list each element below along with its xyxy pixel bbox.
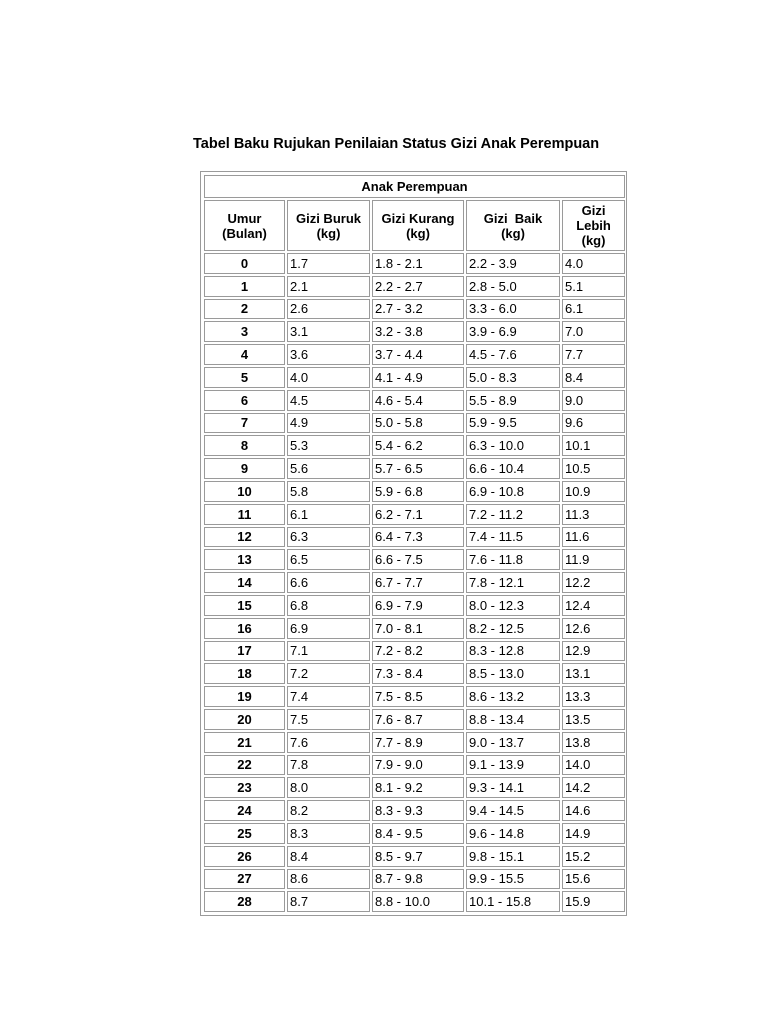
gizi-baik-cell: 9.3 - 14.1: [466, 777, 560, 798]
gizi-baik-cell: 9.1 - 13.9: [466, 755, 560, 776]
gizi-kurang-cell: 4.1 - 4.9: [372, 367, 464, 388]
age-cell: 7: [204, 413, 285, 434]
age-cell: 25: [204, 823, 285, 844]
gizi-baik-cell: 7.8 - 12.1: [466, 572, 560, 593]
gizi-baik-cell: 6.9 - 10.8: [466, 481, 560, 502]
gizi-buruk-cell: 7.1: [287, 641, 370, 662]
gizi-lebih-cell: 15.2: [562, 846, 625, 867]
table-row: [204, 549, 625, 570]
gizi-buruk-cell: 8.6: [287, 869, 370, 890]
table-row: [204, 869, 625, 890]
gizi-kurang-cell: 7.3 - 8.4: [372, 663, 464, 684]
gizi-baik-cell: 9.4 - 14.5: [466, 800, 560, 821]
gizi-buruk-cell: 6.5: [287, 549, 370, 570]
gizi-kurang-cell: 7.9 - 9.0: [372, 755, 464, 776]
gizi-lebih-cell: 11.3: [562, 504, 625, 525]
group-header-row: [204, 175, 625, 198]
column-header-line: (kg): [316, 225, 341, 241]
gizi-kurang-cell: 6.9 - 7.9: [372, 595, 464, 616]
column-header-row: [204, 200, 625, 251]
table-row: [204, 891, 625, 912]
gizi-buruk-cell: 6.6: [287, 572, 370, 593]
age-cell: 16: [204, 618, 285, 639]
gizi-buruk-cell: 4.0: [287, 367, 370, 388]
table-row: [204, 367, 625, 388]
gizi-lebih-cell: 14.2: [562, 777, 625, 798]
gizi-lebih-cell: 12.9: [562, 641, 625, 662]
gizi-lebih-cell: 9.0: [562, 390, 625, 411]
gizi-buruk-cell: 6.9: [287, 618, 370, 639]
gizi-lebih-cell: 10.5: [562, 458, 625, 479]
gizi-kurang-cell: 7.7 - 8.9: [372, 732, 464, 753]
age-cell: 4: [204, 344, 285, 365]
reference-table-frame: [200, 171, 627, 916]
gizi-baik-cell: 8.2 - 12.5: [466, 618, 560, 639]
age-cell: 3: [204, 321, 285, 342]
gizi-baik-cell: 9.6 - 14.8: [466, 823, 560, 844]
age-cell: 14: [204, 572, 285, 593]
age-cell: 12: [204, 527, 285, 548]
age-cell: 6: [204, 390, 285, 411]
gizi-baik-cell: 9.9 - 15.5: [466, 869, 560, 890]
gizi-buruk-cell: 6.3: [287, 527, 370, 548]
gizi-lebih-cell: 4.0: [562, 253, 625, 274]
column-header-umur: [204, 200, 285, 251]
reference-table: [202, 173, 627, 914]
gizi-kurang-cell: 2.7 - 3.2: [372, 299, 464, 320]
column-header-line: (kg): [406, 225, 430, 241]
gizi-lebih-cell: 13.5: [562, 709, 625, 730]
age-cell: 26: [204, 846, 285, 867]
gizi-baik-cell: 7.2 - 11.2: [466, 504, 560, 525]
gizi-lebih-cell: 5.1: [562, 276, 625, 297]
gizi-buruk-cell: 6.8: [287, 595, 370, 616]
gizi-lebih-cell: 11.9: [562, 549, 625, 570]
age-cell: 1: [204, 276, 285, 297]
age-cell: 21: [204, 732, 285, 753]
gizi-lebih-cell: 7.7: [562, 344, 625, 365]
column-header-line: Gizi Kurang: [381, 210, 455, 226]
gizi-baik-cell: 8.0 - 12.3: [466, 595, 560, 616]
table-row: [204, 321, 625, 342]
age-cell: 19: [204, 686, 285, 707]
gizi-baik-cell: 9.8 - 15.1: [466, 846, 560, 867]
column-header-gizi-lebih: [562, 200, 625, 251]
gizi-baik-cell: 5.5 - 8.9: [466, 390, 560, 411]
gizi-baik-cell: 9.0 - 13.7: [466, 732, 560, 753]
table-body: [204, 253, 625, 912]
age-cell: 28: [204, 891, 285, 912]
age-cell: 18: [204, 663, 285, 684]
gizi-buruk-cell: 5.8: [287, 481, 370, 502]
gizi-baik-cell: 2.2 - 3.9: [466, 253, 560, 274]
gizi-kurang-cell: 5.0 - 5.8: [372, 413, 464, 434]
gizi-lebih-cell: 12.4: [562, 595, 625, 616]
gizi-lebih-cell: 13.3: [562, 686, 625, 707]
gizi-buruk-cell: 7.2: [287, 663, 370, 684]
group-header-cell: Anak Perempuan: [204, 175, 625, 198]
age-cell: 15: [204, 595, 285, 616]
gizi-buruk-cell: 7.8: [287, 755, 370, 776]
gizi-buruk-cell: 8.7: [287, 891, 370, 912]
gizi-buruk-cell: 8.0: [287, 777, 370, 798]
table-row: [204, 755, 625, 776]
column-header-line: Gizi Baik: [483, 210, 543, 226]
gizi-baik-cell: 7.6 - 11.8: [466, 549, 560, 570]
gizi-buruk-cell: 4.9: [287, 413, 370, 434]
column-header-line: (kg): [501, 225, 525, 241]
gizi-kurang-cell: 5.7 - 6.5: [372, 458, 464, 479]
gizi-lebih-cell: 15.6: [562, 869, 625, 890]
gizi-lebih-cell: 12.2: [562, 572, 625, 593]
gizi-lebih-cell: 13.8: [562, 732, 625, 753]
column-header-gizi-baik: [466, 200, 560, 251]
gizi-baik-cell: 8.3 - 12.8: [466, 641, 560, 662]
gizi-baik-cell: 6.6 - 10.4: [466, 458, 560, 479]
gizi-buruk-cell: 8.2: [287, 800, 370, 821]
age-cell: 13: [204, 549, 285, 570]
gizi-baik-cell: 10.1 - 15.8: [466, 891, 560, 912]
table-row: [204, 253, 625, 274]
page-title: Tabel Baku Rujukan Penilaian Status Gizi Anak Perempuan: [193, 136, 600, 152]
column-header-line: Umur: [227, 210, 262, 226]
gizi-kurang-cell: 6.6 - 7.5: [372, 549, 464, 570]
table-row: [204, 663, 625, 684]
gizi-kurang-cell: 1.8 - 2.1: [372, 253, 464, 274]
gizi-lebih-cell: 15.9: [562, 891, 625, 912]
gizi-kurang-cell: 7.6 - 8.7: [372, 709, 464, 730]
gizi-lebih-cell: 8.4: [562, 367, 625, 388]
gizi-kurang-cell: 8.3 - 9.3: [372, 800, 464, 821]
gizi-lebih-cell: 11.6: [562, 527, 625, 548]
gizi-kurang-cell: 8.7 - 9.8: [372, 869, 464, 890]
table-row: [204, 823, 625, 844]
gizi-buruk-cell: 6.1: [287, 504, 370, 525]
table-row: [204, 527, 625, 548]
table-row: [204, 413, 625, 434]
gizi-buruk-cell: 3.6: [287, 344, 370, 365]
gizi-lebih-cell: 10.1: [562, 435, 625, 456]
gizi-buruk-cell: 3.1: [287, 321, 370, 342]
table-row: [204, 846, 625, 867]
table-row: [204, 732, 625, 753]
table-row: [204, 481, 625, 502]
gizi-baik-cell: 3.9 - 6.9: [466, 321, 560, 342]
gizi-lebih-cell: 10.9: [562, 481, 625, 502]
gizi-baik-cell: 8.8 - 13.4: [466, 709, 560, 730]
gizi-baik-cell: 3.3 - 6.0: [466, 299, 560, 320]
gizi-lebih-cell: 14.6: [562, 800, 625, 821]
gizi-baik-cell: 8.6 - 13.2: [466, 686, 560, 707]
age-cell: 5: [204, 367, 285, 388]
table-row: [204, 435, 625, 456]
column-header-line: Lebih: [576, 218, 611, 233]
gizi-baik-cell: 5.9 - 9.5: [466, 413, 560, 434]
gizi-lebih-cell: 14.9: [562, 823, 625, 844]
gizi-buruk-cell: 2.6: [287, 299, 370, 320]
gizi-lebih-cell: 6.1: [562, 299, 625, 320]
table-row: [204, 686, 625, 707]
gizi-kurang-cell: 8.4 - 9.5: [372, 823, 464, 844]
gizi-kurang-cell: 8.8 - 10.0: [372, 891, 464, 912]
gizi-kurang-cell: 3.7 - 4.4: [372, 344, 464, 365]
table-row: [204, 800, 625, 821]
table-row: [204, 777, 625, 798]
table-row: [204, 344, 625, 365]
table-row: [204, 390, 625, 411]
column-header-line: Gizi Buruk: [295, 210, 361, 226]
gizi-baik-cell: 6.3 - 10.0: [466, 435, 560, 456]
gizi-buruk-cell: 5.6: [287, 458, 370, 479]
table-row: [204, 504, 625, 525]
gizi-kurang-cell: 7.0 - 8.1: [372, 618, 464, 639]
gizi-buruk-cell: 7.6: [287, 732, 370, 753]
gizi-buruk-cell: 5.3: [287, 435, 370, 456]
gizi-kurang-cell: 8.1 - 9.2: [372, 777, 464, 798]
gizi-baik-cell: 4.5 - 7.6: [466, 344, 560, 365]
age-cell: 22: [204, 755, 285, 776]
column-header-line: (Bulan): [222, 225, 267, 241]
gizi-baik-cell: 2.8 - 5.0: [466, 276, 560, 297]
table-row: [204, 299, 625, 320]
age-cell: 11: [204, 504, 285, 525]
gizi-kurang-cell: 7.2 - 8.2: [372, 641, 464, 662]
table-row: [204, 641, 625, 662]
gizi-kurang-cell: 7.5 - 8.5: [372, 686, 464, 707]
age-cell: 8: [204, 435, 285, 456]
gizi-baik-cell: 5.0 - 8.3: [466, 367, 560, 388]
gizi-kurang-cell: 8.5 - 9.7: [372, 846, 464, 867]
gizi-buruk-cell: 8.3: [287, 823, 370, 844]
table-row: [204, 276, 625, 297]
age-cell: 0: [204, 253, 285, 274]
table-row: [204, 618, 625, 639]
gizi-kurang-cell: 3.2 - 3.8: [372, 321, 464, 342]
gizi-kurang-cell: 6.2 - 7.1: [372, 504, 464, 525]
column-header-gizi-kurang: [372, 200, 464, 251]
gizi-buruk-cell: 1.7: [287, 253, 370, 274]
age-cell: 27: [204, 869, 285, 890]
gizi-buruk-cell: 2.1: [287, 276, 370, 297]
age-cell: 10: [204, 481, 285, 502]
column-header-line: Gizi: [581, 203, 606, 218]
age-cell: 24: [204, 800, 285, 821]
gizi-buruk-cell: 4.5: [287, 390, 370, 411]
gizi-baik-cell: 8.5 - 13.0: [466, 663, 560, 684]
gizi-buruk-cell: 8.4: [287, 846, 370, 867]
gizi-kurang-cell: 6.7 - 7.7: [372, 572, 464, 593]
gizi-lebih-cell: 9.6: [562, 413, 625, 434]
gizi-kurang-cell: 6.4 - 7.3: [372, 527, 464, 548]
gizi-baik-cell: 7.4 - 11.5: [466, 527, 560, 548]
gizi-kurang-cell: 5.9 - 6.8: [372, 481, 464, 502]
gizi-buruk-cell: 7.4: [287, 686, 370, 707]
age-cell: 23: [204, 777, 285, 798]
gizi-buruk-cell: 7.5: [287, 709, 370, 730]
gizi-kurang-cell: 2.2 - 2.7: [372, 276, 464, 297]
age-cell: 17: [204, 641, 285, 662]
table-row: [204, 572, 625, 593]
gizi-lebih-cell: 14.0: [562, 755, 625, 776]
column-header-gizi-buruk: [287, 200, 370, 251]
gizi-lebih-cell: 13.1: [562, 663, 625, 684]
gizi-lebih-cell: 7.0: [562, 321, 625, 342]
gizi-kurang-cell: 5.4 - 6.2: [372, 435, 464, 456]
gizi-kurang-cell: 4.6 - 5.4: [372, 390, 464, 411]
column-header-line: (kg): [581, 233, 606, 248]
age-cell: 2: [204, 299, 285, 320]
table-row: [204, 458, 625, 479]
age-cell: 20: [204, 709, 285, 730]
gizi-lebih-cell: 12.6: [562, 618, 625, 639]
table-row: [204, 709, 625, 730]
age-cell: 9: [204, 458, 285, 479]
table-row: [204, 595, 625, 616]
